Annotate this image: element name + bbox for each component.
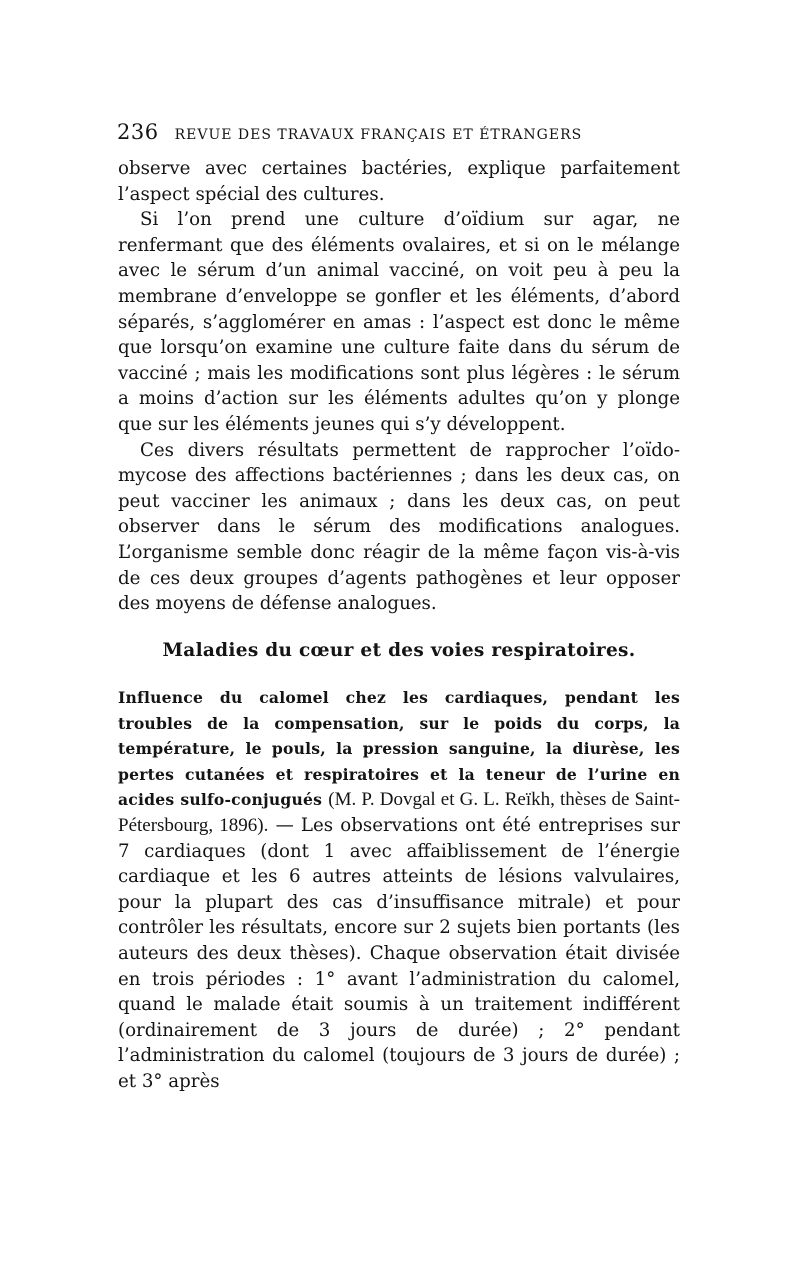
article-abstract xyxy=(118,685,680,1095)
article-body: — Les observations ont été entreprises sur 7 cardiaques (dont 1 avec affaiblissement de l’énergie cardiaque et les 6 autres atteints de lésions valvulaires, pour la plupart des cas d’insuffisance mitrale) et pour contrôler les résultats, encore sur 2 sujets bien portants (les auteurs des deux thèses). Chaque observation était divisée en trois périodes : 1° avant l’administration du calomel, quand le malade était soumis à un traitement indifférent (ordinairement de 3 jours de durée) ; 2° pendant l’administration du calomel (toujours de 3 jours de durée) ; et 3° après xyxy=(118,814,680,1092)
paragraph-continuation: observe avec certaines bactéries, explique parfaitement l’aspect spécial des cultures. xyxy=(118,158,680,205)
article-title: Influence du calomel chez les cardiaques, pendant les troubles de la compensation, sur le poids du corps, la température, le pouls, la pression sanguine, la diurèse, les pertes cutanées et respiratoires et la teneur de l’urine en acides sulfo-conjugués xyxy=(118,688,680,810)
article-authors: (M. P. Dovgal et G. L. Reïkh, thèses de Saint-Pétersbourg, 1896). xyxy=(118,789,681,836)
running-title: REVUE DES TRAVAUX FRANÇAIS ET ÉTRANGERS xyxy=(174,127,583,143)
body-text xyxy=(118,156,680,617)
page-number: 236 xyxy=(117,120,159,144)
running-header xyxy=(117,120,677,144)
paragraph-conclusion: Ces divers résultats permettent de rapprocher l’oïdo-mycose des affections bactériennes ; dans les deux cas, on peut vacciner les animaux ; dans les deux cas, on peut observer dans le sérum des modifications analogues. L’organisme semble donc réagir de la même façon vis-à-vis de ces deux groupes d’agents pathogènes et leur opposer des moyens de défense analogues. xyxy=(118,439,680,615)
paragraph-oidium-serum: Si l’on prend une culture d’oïdium sur agar, ne renfermant que des éléments ovalaires, et si on le mélange avec le sérum d’un animal vacciné, on voit peu à peu la membrane d’enveloppe se gonfler et les éléments, d’abord séparés, s’agglomérer en amas : l’aspect est donc le même que lorsqu’on examine une culture faite dans du sérum de vacciné ; mais les modifications sont plus légères : le sérum a moins d’action sur les éléments adultes qu’on y plonge que sur les éléments jeunes qui s’y développent. xyxy=(118,209,680,435)
section-heading: Maladies du cœur et des voies respiratoires. xyxy=(162,640,636,661)
